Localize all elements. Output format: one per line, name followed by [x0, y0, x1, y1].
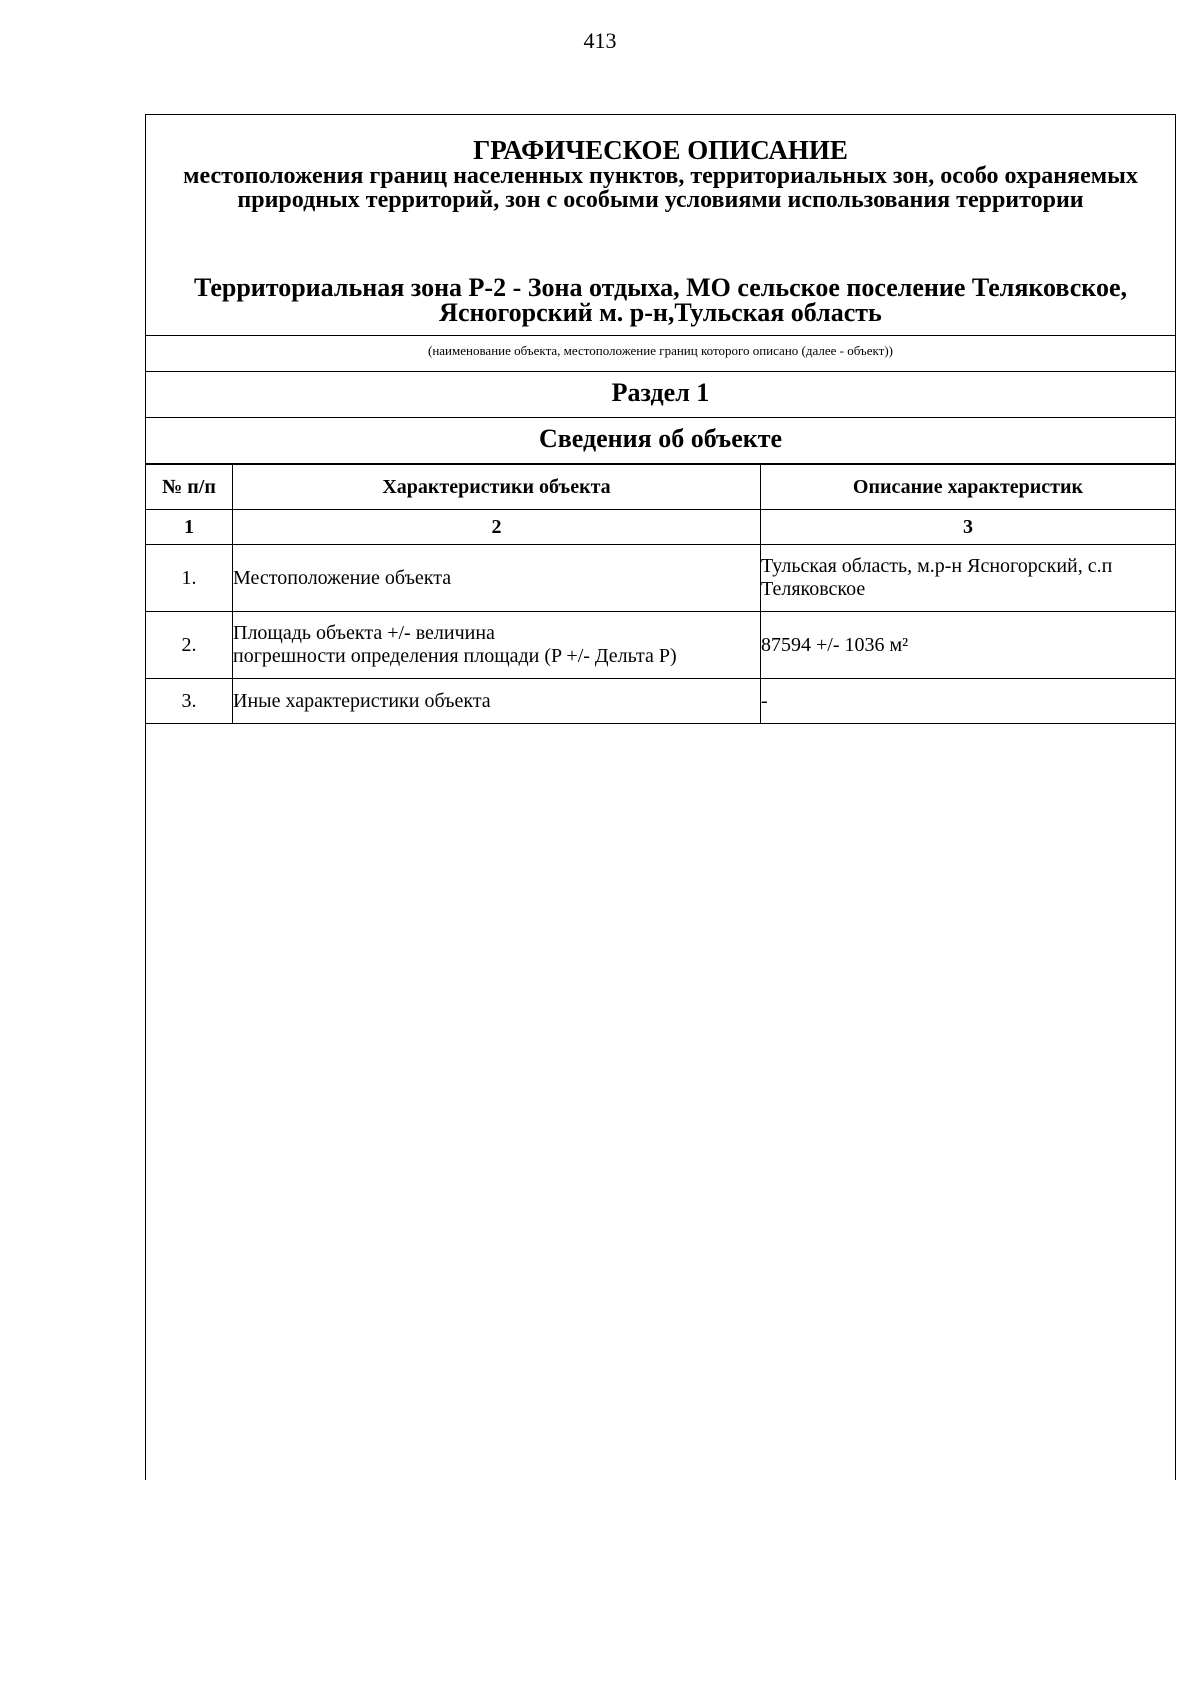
zone-name: Территориальная зона Р-2 - Зона отдыха, МО сельское поселение Теляковское, Ясногорский м. р-н,Тульская область: [194, 273, 1127, 327]
row-number: 3.: [146, 679, 233, 724]
header-number: № п/п: [146, 465, 233, 510]
row-characteristic-line: Площадь объекта +/- величина: [233, 622, 495, 644]
row-description: 87594 +/- 1036 м²: [761, 612, 1176, 679]
object-info-table: [146, 464, 1175, 724]
document-frame: [145, 114, 1176, 1480]
table-header-row: [146, 465, 1175, 510]
row-number: 2.: [146, 612, 233, 679]
column-number-1: 1: [146, 510, 233, 545]
document-header: [146, 115, 1175, 336]
row-characteristic: Местоположение объекта: [233, 545, 761, 612]
object-caption: (наименование объекта, местоположение границ которого описано (далее - объект)): [146, 336, 1175, 372]
column-number-row: [146, 510, 1175, 545]
table-row: [146, 612, 1175, 679]
row-characteristic: Иные характеристики объекта: [233, 679, 761, 724]
page-number: 413: [583, 28, 617, 53]
header-description: Описание характеристик: [761, 465, 1176, 510]
row-description: -: [761, 679, 1176, 724]
column-number-2: 2: [233, 510, 761, 545]
row-characteristic-line: погрешности определения площади (P +/- Дельта P): [233, 645, 677, 667]
section-subtitle: Сведения об объекте: [146, 418, 1175, 464]
column-number-3: 3: [761, 510, 1176, 545]
row-characteristic: [233, 612, 761, 679]
table-row: [146, 545, 1175, 612]
document-title: ГРАФИЧЕСКОЕ ОПИСАНИЕ: [473, 135, 848, 165]
row-description: Тульская область, м.р-н Ясногорский, с.п Теляковское: [761, 545, 1176, 612]
row-number: 1.: [146, 545, 233, 612]
header-characteristic: Характеристики объекта: [233, 465, 761, 510]
document-subtitle: местоположения границ населенных пунктов, территориальных зон, особо охраняемых природных территорий, зон с особыми условиями использования территории: [183, 163, 1138, 213]
table-row: [146, 679, 1175, 724]
section-title: Раздел 1: [146, 372, 1175, 418]
